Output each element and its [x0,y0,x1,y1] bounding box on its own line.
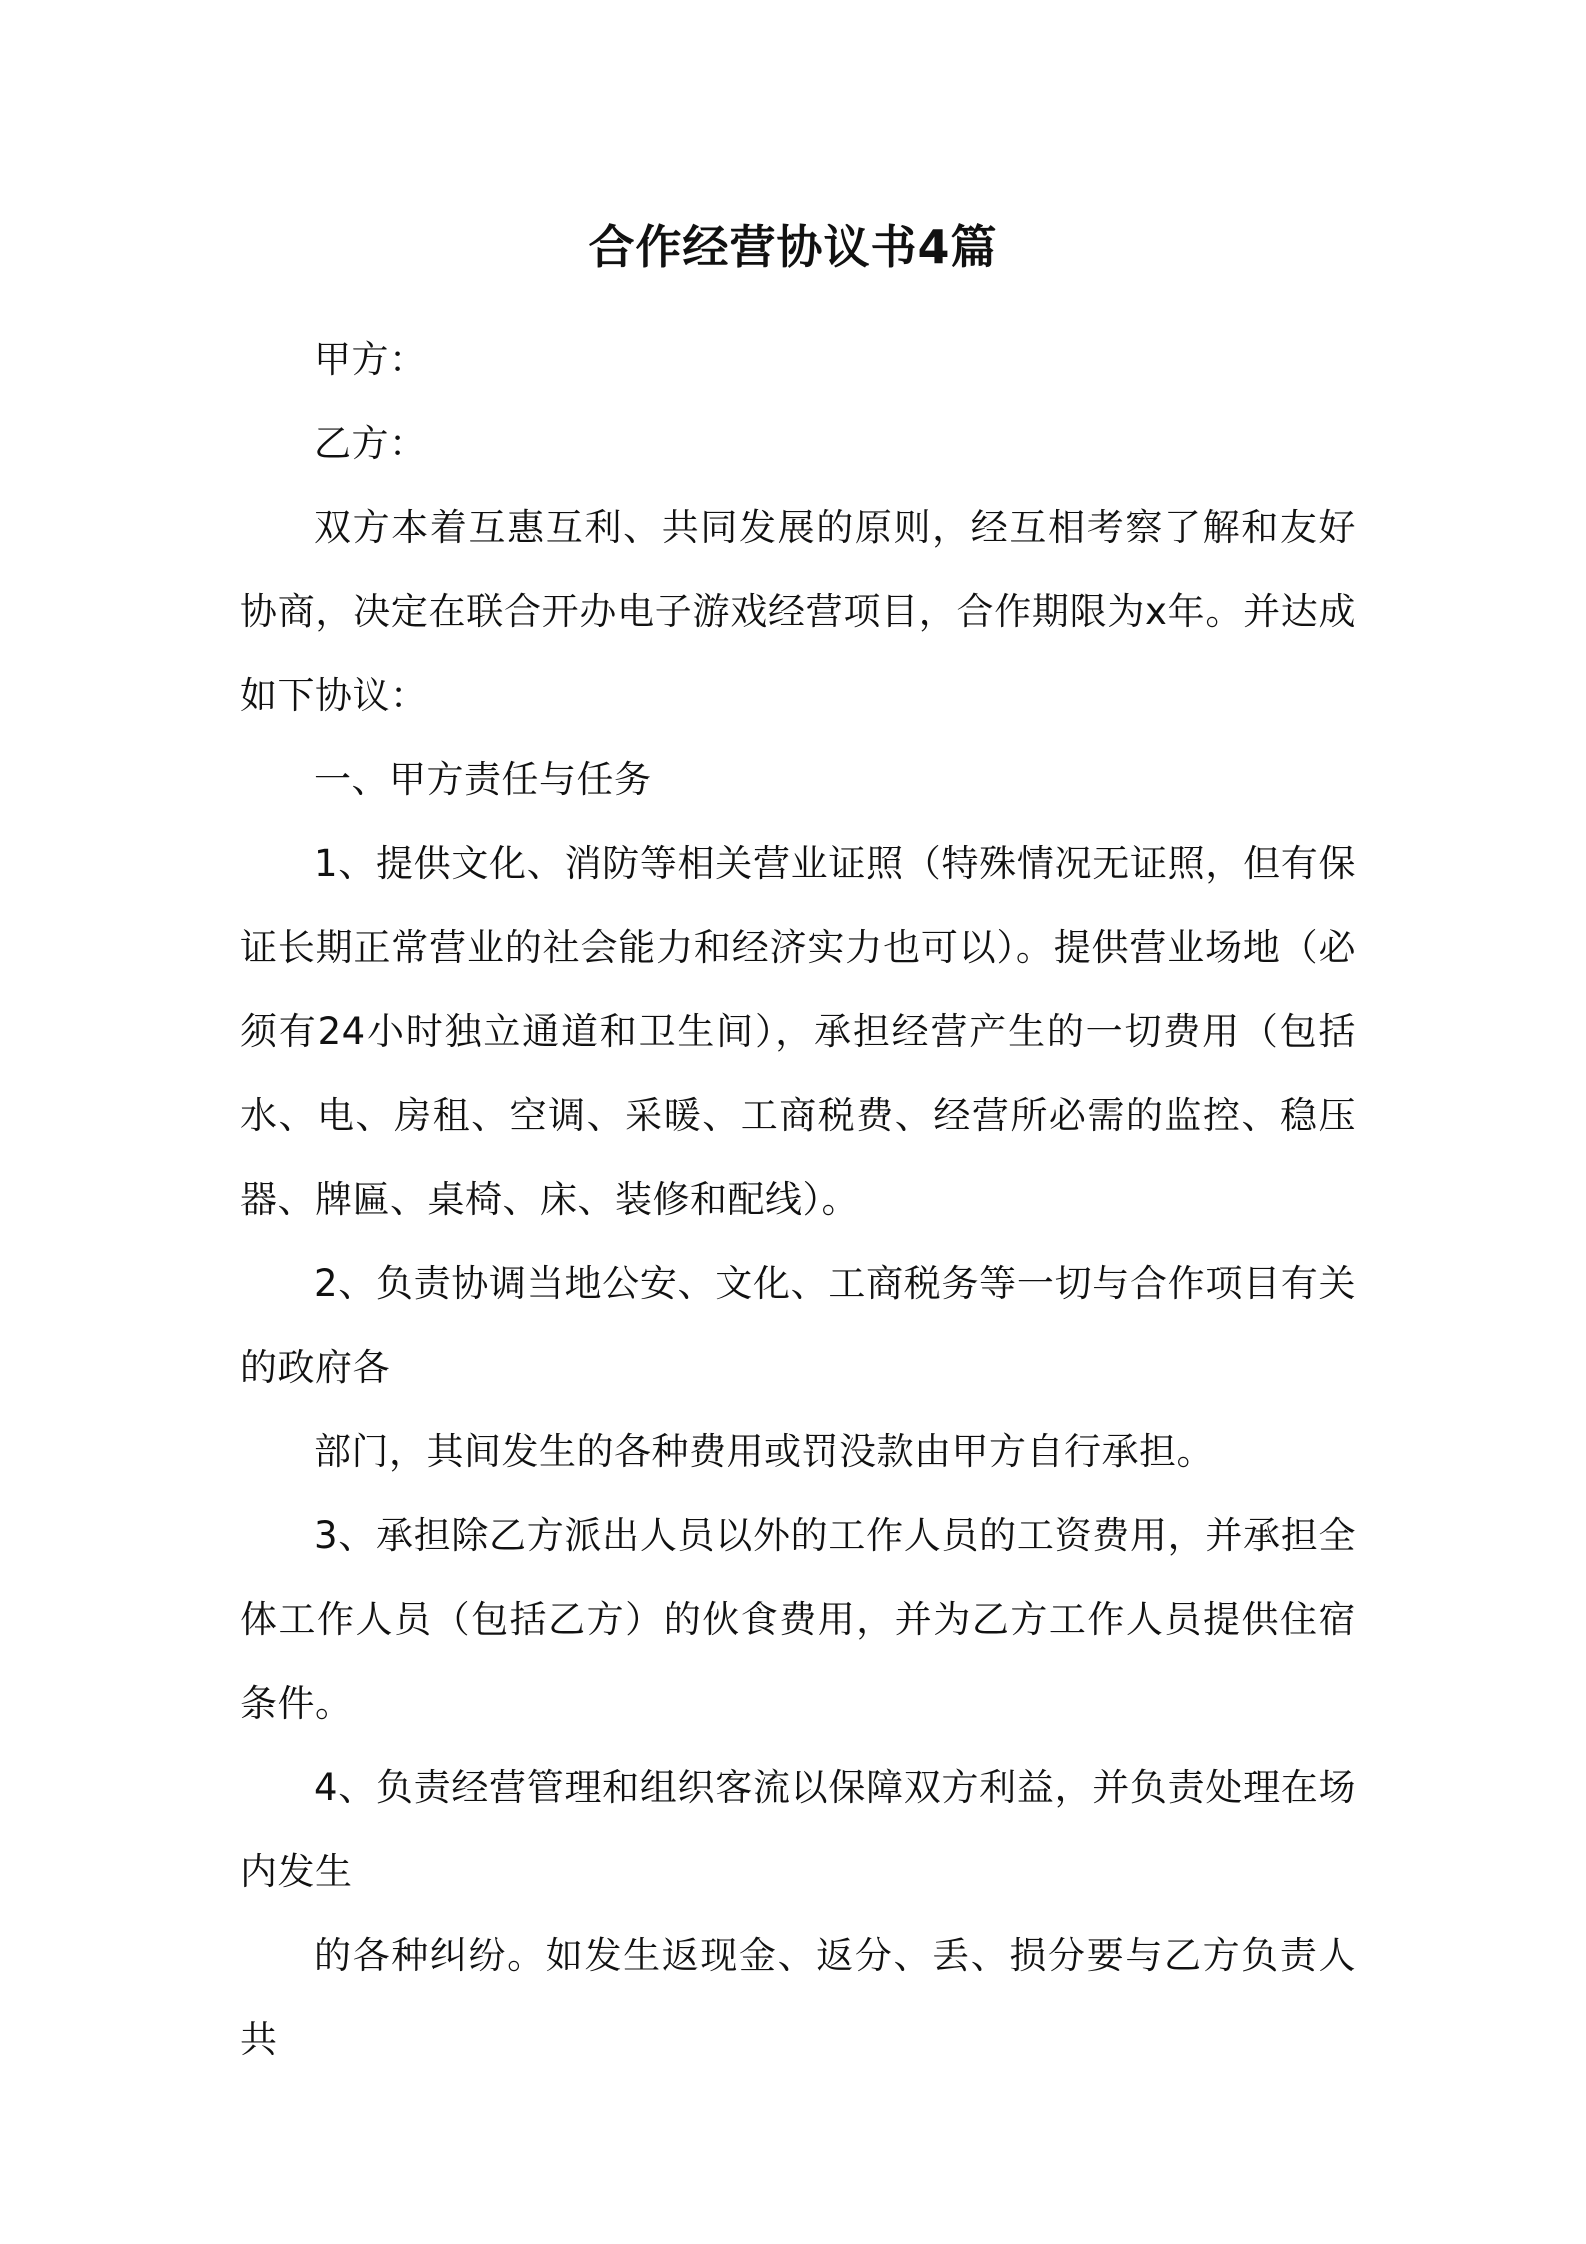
paragraph-party-a: 甲方： [314,338,427,381]
paragraph-clause-4-continued: 的各种纠纷。如发生返现金、返分、丢、损分要与乙方负责人共 [240,1934,1356,2061]
section-heading-party-a-duties: 一、甲方责任与任务 [314,758,652,801]
paragraph-party-b: 乙方： [314,422,427,465]
paragraph-clause-1: 1、提供文化、消防等相关营业证照（特殊情况无证照，但有保证长期正常营业的社会能力和经济实力也可以）。提供营业场地（必须有24小时独立通道和卫生间），承担经营产生的一切费用（包括水、电、房租、空调、采暖、工商税费、经营所必需的监控、稳压器、牌匾、桌椅、床、装修和配线）。 [240,842,1356,1221]
document-title: 合作经营协议书4篇 [588,220,998,274]
paragraph-preamble: 双方本着互惠互利、共同发展的原则，经互相考察了解和友好协商，决定在联合开办电子游戏经营项目，合作期限为x年。并达成如下协议： [240,506,1356,717]
paragraph-clause-4: 4、负责经营管理和组织客流以保障双方利益，并负责处理在场内发生 [240,1766,1356,1893]
paragraph-clause-2: 2、负责协调当地公安、文化、工商税务等一切与合作项目有关的政府各 [240,1262,1356,1389]
paragraph-clause-2-continued: 部门，其间发生的各种费用或罚没款由甲方自行承担。 [314,1430,1214,1473]
document-body [240,318,1356,2082]
paragraph-clause-3: 3、承担除乙方派出人员以外的工作人员的工资费用，并承担全体工作人员（包括乙方）的伙食费用，并为乙方工作人员提供住宿条件。 [240,1514,1356,1725]
